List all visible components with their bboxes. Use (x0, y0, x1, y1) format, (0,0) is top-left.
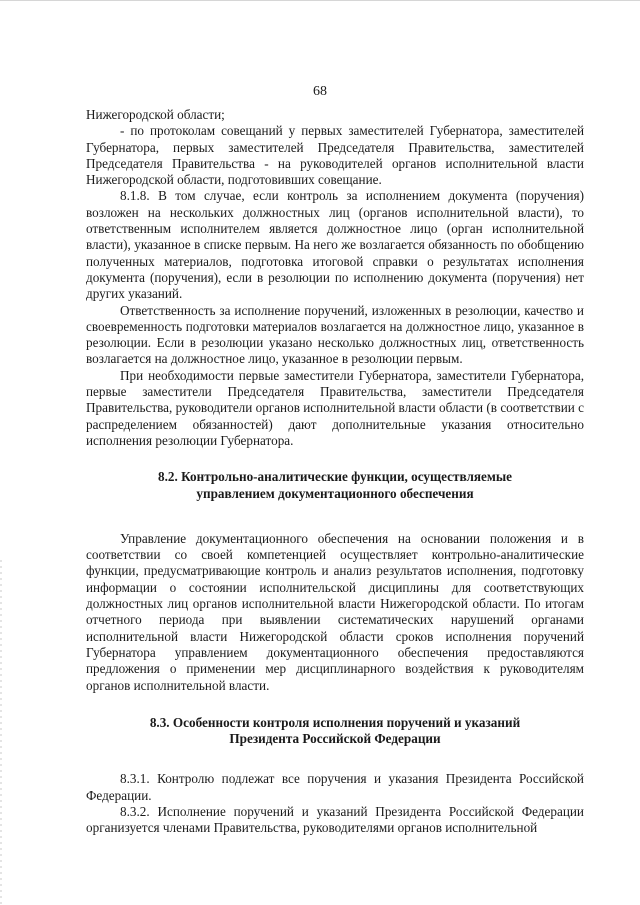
document-body (86, 107, 584, 837)
paragraph: 8.1.8. В том случае, если контроль за исполнением документа (поручения) возложен на нескольких должностных лиц (органов исполнительной власти), то ответственным исполнителем является должностное лицо (орган исполнительной власти), указанное в списке первым. На него же возлагается обязанность по обобщению полученных материалов, подготовка итоговой справки о результатах исполнения документа (поручения), если в резолюции по исполнению документа (поручения) нет других указаний. (86, 188, 584, 302)
scan-edge-artifact (0, 560, 2, 905)
section-8-2-paragraph: Управление документационного обеспечения на основании положения и в соответствии со своей компетенцией осуществляет контрольно-аналитические функции, предусматривающие контроль и анализ результатов исполнения, подготовку информации о состоянии исполнительской дисциплины для соответствующих должностных лиц органов исполнительной власти Нижегородской области. По итогам отчетного периода при выявлении систематических нарушений органами исполнительной власти Нижегородской области сроков исполнения поручений Губернатора управлением документационного обеспечения предоставляются предложения о применении мер дисциплинарного воздействия к руководителям органов исполнительной власти. (86, 530, 584, 693)
section-8-3-heading (86, 715, 584, 748)
page-number: 68 (313, 84, 327, 99)
paragraphs-before-8-2 (86, 107, 584, 449)
paragraph: Нижегородской области; (86, 107, 225, 122)
paragraph: Ответственность за исполнение поручений, изложенных в резолюции, качество и своевременность подготовки материалов возлагается на должностное лицо, указанное в резолюции. Если в резолюции указано несколько должностных лиц, ответственность возлагается на должностное лицо, указанное в резолюции первым. (86, 302, 584, 367)
section-8-3-title-line-1: 8.3. Особенности контроля исполнения поручений и указаний (149, 714, 521, 730)
section-8-2-heading (86, 469, 584, 502)
section-8-2-title-line-1: 8.2. Контрольно-аналитические функции, осуществляемые (158, 469, 512, 485)
paragraph: - по протоколам совещаний у первых заместителей Губернатора, заместителей Губернатора, первых заместителей Председателя Правительства, заместителей Председателя Правительства - на руководителей органов исполнительной власти Нижегородской области, подготовивших совещание. (86, 123, 584, 188)
section-8-2-title-line-2: управлением документационного обеспечения (196, 485, 474, 501)
section-8-3-title-line-2: Президента Российской Федерации (229, 731, 441, 747)
section-8-3-paragraph-1: 8.3.1. Контролю подлежат все поручения и указания Президента Российской Федерации. (86, 771, 584, 803)
paragraph: При необходимости первые заместители Губернатора, заместители Губернатора, первые заместители Председателя Правительства, заместители Председателя Правительства, руководители органов исполнительной власти области (в соответствии с распределением обязанностей) дают дополнительные указания относительно исполнения резолюции Губернатора. (86, 367, 584, 448)
section-8-3-paragraph-2: 8.3.2. Исполнение поручений и указаний Президента Российской Федерации организуется членами Правительства, руководителями органов исполнительной (86, 803, 584, 836)
scan-top-edge (0, 0, 640, 1)
